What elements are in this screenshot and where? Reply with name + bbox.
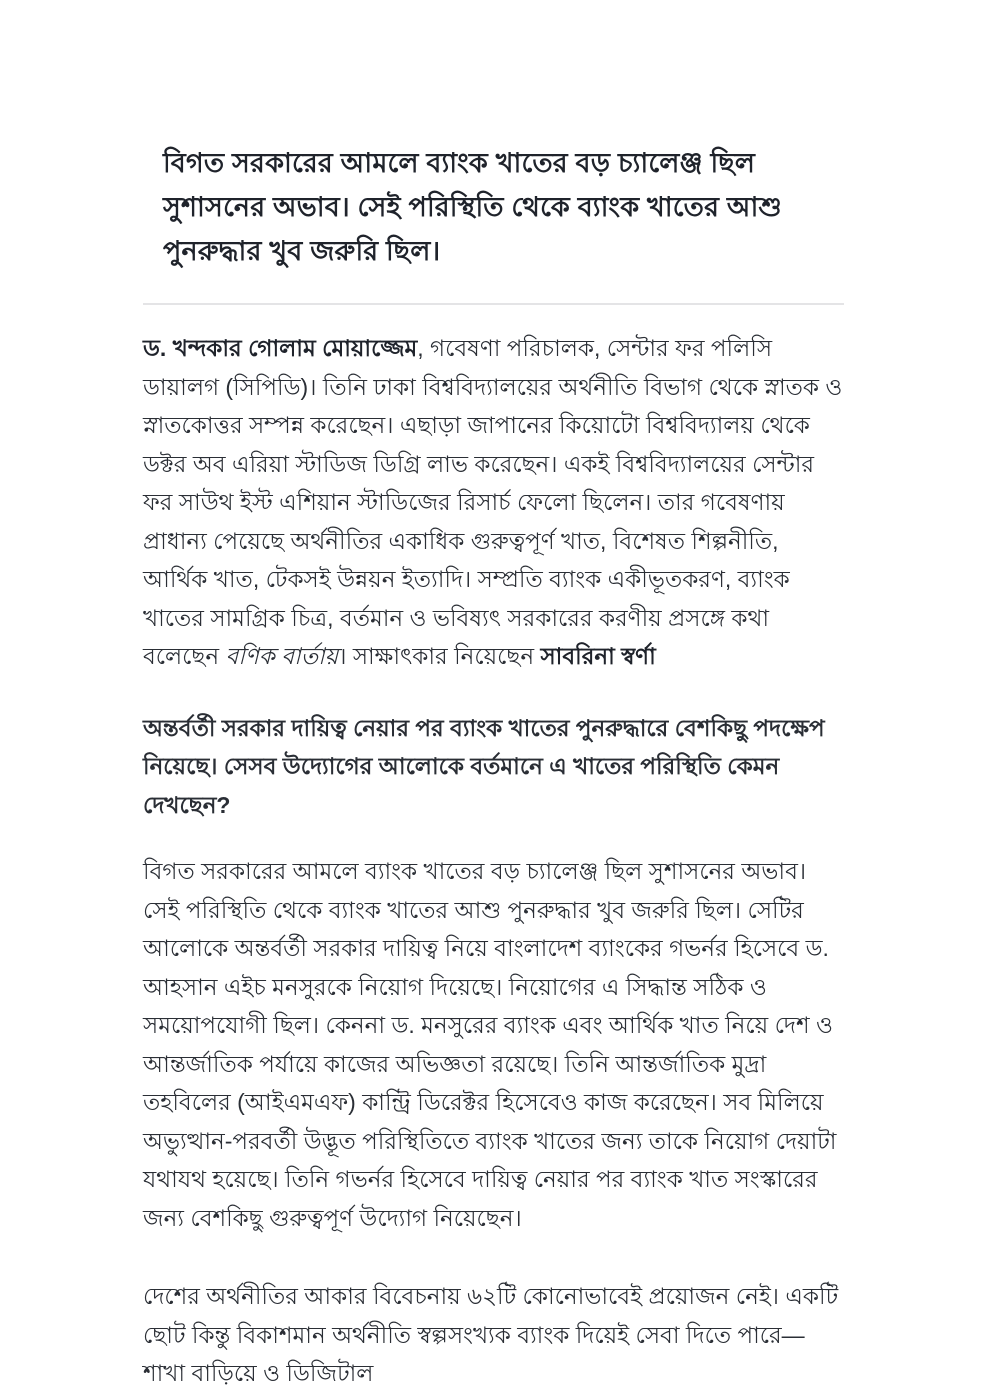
interview-answer: বিগত সরকারের আমলে ব্যাংক খাতের বড় চ্যালেঞ্জ ছিল সুশাসনের অভাব। সেই পরিস্থিতি থেকে ব্যাংক খাতের আশু পুনরুদ্ধার খুব জরুরি ছিল। সেটির আলোকে অন্তর্বর্তী সরকার দায়িত্ব নিয়ে বাংলাদেশ ব্যাংকের গভর্নর হিসেবে ড. আহসান এইচ মনসুরকে নিয়োগ দিয়েছে। নিয়োগের এ সিদ্ধান্ত সঠিক ও সময়োপযোগী ছিল। কেননা ড. মনসুরের ব্যাংক এবং আর্থিক খাত নিয়ে দেশ ও আন্তর্জাতিক পর্যায়ে কাজের অভিজ্ঞতা রয়েছে। তিনি আন্তর্জাতিক মুদ্রা তহবিলের (আইএমএফ) কান্ট্রি ডিরেক্টর হিসেবেও কাজ করেছেন। সব মিলিয়ে অভ্যুত্থান-পরবর্তী উদ্ভূত পরিস্থিতিতে ব্যাংক খাতের জন্য তাকে নিয়োগ দেয়াটা যথাযথ হয়েছে। তিনি গভর্নর হিসেবে দায়িত্ব নেয়ার পর ব্যাংক খাত সংস্কারের জন্য বেশকিছু গুরুত্বপূর্ণ উদ্যোগ নিয়েছেন। xyxy=(143,858,837,1231)
bio-text: , গবেষণা পরিচালক, সেন্টার ফর পলিসি ডায়ালগ (সিপিডি)। তিনি ঢাকা বিশ্ববিদ্যালয়ের অর্থনীতি বিভাগ থেকে স্নাতক ও স্নাতকোত্তর সম্পন্ন করেছেন। এছাড়া জাপানের কিয়োটো বিশ্ববিদ্যালয় থেকে ডক্টর অব এরিয়া স্টাডিজ ডিগ্রি লাভ করেছেন। একই বিশ্ববিদ্যালয়ের সেন্টার ফর সাউথ ইস্ট এশিয়ান স্টাডিজের রিসার্চ ফেলো ছিলেন। তার গবেষণায় প্রাধান্য পেয়েছে অর্থনীতির একাধিক গুরুত্বপূর্ণ খাত, বিশেষত শিল্পনীতি, আর্থিক খাত, টেকসই উন্নয়ন ইত্যাদি। সম্প্রতি ব্যাংক একীভূতকরণ, ব্যাংক খাতের সামগ্রিক চিত্র, বর্তমান ও ভবিষ্যৎ সরকারের করণীয় প্রসঙ্গে কথা বলেছেন xyxy=(143,335,843,669)
section-divider xyxy=(143,303,844,305)
publication-name: বণিক বার্তায় xyxy=(225,643,339,669)
interviewee-bio xyxy=(143,329,845,676)
interviewee-name: ড. খন্দকার গোলাম মোয়াজ্জেম xyxy=(143,335,418,361)
article-page xyxy=(143,0,845,1393)
interview-question: অন্তর্বর্তী সরকার দায়িত্ব নেয়ার পর ব্যাংক খাতের পুনরুদ্ধারে বেশকিছু পদক্ষেপ নিয়েছে। সেসব উদ্যোগের আলোকে বর্তমানে এ খাতের পরিস্থিতি কেমন দেখছেন? xyxy=(143,714,825,818)
interviewer-name: সাবরিনা স্বর্ণা xyxy=(540,643,656,669)
bio-text-after-publication: । সাক্ষাৎকার নিয়েছেন xyxy=(338,643,541,669)
interview-answer-continued: দেশের অর্থনীতির আকার বিবেচনায় ৬২টি কোনোভাবেই প্রয়োজন নেই। একটি ছোট কিন্তু বিকাশমান অর্থনীতি স্বল্পসংখ্যক ব্যাংক দিয়েই সেবা দিতে পারে—শাখা বাড়িয়ে ও ডিজিটাল xyxy=(143,1283,839,1386)
pull-quote: বিগত সরকারের আমলে ব্যাংক খাতের বড় চ্যালেঞ্জ ছিল সুশাসনের অভাব। সেই পরিস্থিতি থেকে ব্যাংক খাতের আশু পুনরুদ্ধার খুব জরুরি ছিল। xyxy=(163,148,782,266)
